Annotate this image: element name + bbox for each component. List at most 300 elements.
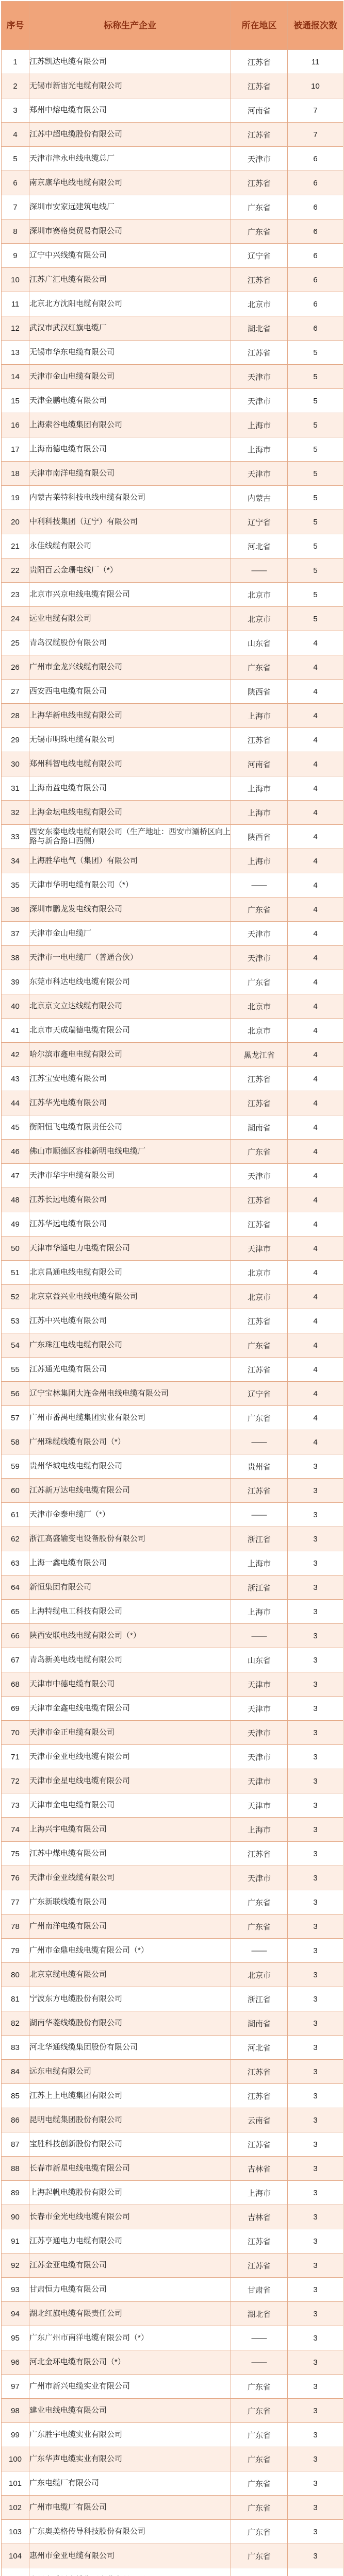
- table-row: [2, 1890, 343, 1914]
- table-row: [2, 534, 343, 558]
- company-name: 天津市金电电缆有限公司: [29, 1793, 231, 1818]
- report-count: 5: [288, 558, 343, 583]
- region: 天津市: [231, 1866, 288, 1890]
- report-count: 3: [288, 2181, 343, 2205]
- report-count: 4: [288, 1261, 343, 1285]
- region: 广东省: [231, 2447, 288, 2471]
- region: 江苏省: [231, 1358, 288, 1382]
- company-name: 天津市南洋电缆有限公司: [29, 462, 231, 486]
- report-count: 4: [288, 1164, 343, 1188]
- region: 江苏省: [231, 74, 288, 98]
- company-name: 天津市金泰电缆厂（*）: [29, 1503, 231, 1527]
- table-row: [2, 994, 343, 1019]
- region: 江苏省: [231, 1212, 288, 1236]
- report-count: 5: [288, 341, 343, 365]
- table-row: [2, 2544, 343, 2568]
- region: 广东省: [231, 1140, 288, 1164]
- table-row: [2, 1212, 343, 1236]
- report-count: 3: [288, 2399, 343, 2423]
- company-name: 江苏中超电缆股份有限公司: [29, 123, 231, 147]
- report-count: 3: [288, 1575, 343, 1600]
- company-name: 上海一鑫电缆有限公司: [29, 1551, 231, 1575]
- row-number: 95: [2, 2326, 29, 2350]
- report-count: 6: [288, 195, 343, 219]
- table-row: [2, 2302, 343, 2326]
- region: 北京市: [231, 994, 288, 1019]
- company-name: 广东奥美格传导科技股份有限公司: [29, 2520, 231, 2544]
- row-number: 67: [2, 1648, 29, 1672]
- row-number: 17: [2, 437, 29, 462]
- region: 北京市: [231, 1963, 288, 1987]
- table-row: [2, 1551, 343, 1575]
- row-number: 93: [2, 2278, 29, 2302]
- row-number: 81: [2, 1987, 29, 2011]
- row-number: 103: [2, 2520, 29, 2544]
- report-count: 4: [288, 873, 343, 897]
- row-number: 43: [2, 1067, 29, 1091]
- table-row: [2, 1939, 343, 1963]
- row-number: 96: [2, 2350, 29, 2375]
- row-number: 22: [2, 558, 29, 583]
- row-number: 9: [2, 244, 29, 268]
- row-number: 34: [2, 849, 29, 873]
- table-row: [2, 631, 343, 655]
- row-number: 45: [2, 1115, 29, 1140]
- region: 内蒙古: [231, 486, 288, 510]
- table-row: [2, 413, 343, 437]
- region: 广东省: [231, 2496, 288, 2520]
- table-row: [2, 2375, 343, 2399]
- row-number: 18: [2, 462, 29, 486]
- header-count: 被通报次数: [288, 2, 343, 50]
- table-row: [2, 219, 343, 244]
- report-count: 6: [288, 292, 343, 316]
- row-number: 30: [2, 752, 29, 776]
- row-number: 76: [2, 1866, 29, 1890]
- report-count: 4: [288, 922, 343, 946]
- company-name: 广东电缆厂有限公司: [29, 2471, 231, 2496]
- report-count: 3: [288, 1479, 343, 1503]
- header-row: [2, 2, 343, 50]
- table-body: [2, 50, 343, 2576]
- report-count: 3: [288, 2496, 343, 2520]
- region: 广东省: [231, 897, 288, 922]
- row-number: 98: [2, 2399, 29, 2423]
- region: 广东省: [231, 1890, 288, 1914]
- company-name: 永佳线缆有限公司: [29, 534, 231, 558]
- company-name: 北京京益兴业电线电缆有限公司: [29, 1285, 231, 1309]
- table-row: [2, 2520, 343, 2544]
- company-name: 江苏通光电缆有限公司: [29, 1358, 231, 1382]
- company-name: 广州南洋电缆有限公司: [29, 1914, 231, 1939]
- table-row: [2, 1188, 343, 1212]
- region: 北京市: [231, 583, 288, 607]
- table-row: [2, 365, 343, 389]
- header-region: 所在地区: [231, 2, 288, 50]
- company-name: 天津市华通电力电缆有限公司: [29, 1236, 231, 1261]
- company-name: 远东电缆有限公司: [29, 2060, 231, 2084]
- row-number: 25: [2, 631, 29, 655]
- report-count: 5: [288, 607, 343, 631]
- region: 上海市: [231, 704, 288, 728]
- row-number: 55: [2, 1358, 29, 1382]
- region: 湖南省: [231, 1115, 288, 1140]
- table-row: [2, 1285, 343, 1309]
- company-name: 江苏金亚电缆有限公司: [29, 2253, 231, 2278]
- row-number: 62: [2, 1527, 29, 1551]
- company-name: 宁波东方电缆股份有限公司: [29, 1987, 231, 2011]
- row-number: 29: [2, 728, 29, 752]
- table-row: [2, 341, 343, 365]
- region: ——: [231, 1939, 288, 1963]
- table-row: [2, 680, 343, 704]
- report-count: 4: [288, 1067, 343, 1091]
- region: ——: [231, 1503, 288, 1527]
- table-row: [2, 558, 343, 583]
- region: 湖南省: [231, 2011, 288, 2036]
- region: 江苏省: [231, 2229, 288, 2253]
- company-name: 天津市金亚线缆有限公司: [29, 1866, 231, 1890]
- report-count: 11: [288, 50, 343, 74]
- row-number: 102: [2, 2496, 29, 2520]
- report-count: 5: [288, 486, 343, 510]
- report-count: 6: [288, 171, 343, 195]
- region: 广东省: [231, 1914, 288, 1939]
- region: ——: [231, 2350, 288, 2375]
- row-number: 38: [2, 946, 29, 970]
- region: 辽宁省: [231, 510, 288, 534]
- table-row: [2, 486, 343, 510]
- company-name: 江苏长远电缆有限公司: [29, 1188, 231, 1212]
- row-number: 16: [2, 413, 29, 437]
- company-name: 惠州市金亚电缆有限公司: [29, 2544, 231, 2568]
- company-name: 天津市金鑫电线电缆有限公司: [29, 1697, 231, 1721]
- table-row: [2, 147, 343, 171]
- table-row: [2, 607, 343, 631]
- region: 广东省: [231, 195, 288, 219]
- company-name: 上海南德电缆有限公司: [29, 437, 231, 462]
- company-name: 广州市金龙兴线缆有限公司: [29, 655, 231, 680]
- company-name: 北京京缆电缆有限公司: [29, 1963, 231, 1987]
- row-number: 24: [2, 607, 29, 631]
- report-count: 3: [288, 1987, 343, 2011]
- company-name: 江苏中兴电缆有限公司: [29, 1309, 231, 1333]
- row-number: 27: [2, 680, 29, 704]
- row-number: 56: [2, 1382, 29, 1406]
- report-count: 6: [288, 147, 343, 171]
- table-row: [2, 1309, 343, 1333]
- report-count: 5: [288, 413, 343, 437]
- row-number: 104: [2, 2544, 29, 2568]
- report-count: 3: [288, 1527, 343, 1551]
- row-number: 88: [2, 2157, 29, 2181]
- report-count: 3: [288, 2229, 343, 2253]
- company-name: 无锡市新宙光电缆有限公司: [29, 74, 231, 98]
- report-count: 3: [288, 1963, 343, 1987]
- row-number: 46: [2, 1140, 29, 1164]
- region: 广东省: [231, 2375, 288, 2399]
- company-name: 广州市番禺电缆集团实业有限公司: [29, 1406, 231, 1430]
- ranking-table: [1, 1, 343, 2576]
- region: 天津市: [231, 1164, 288, 1188]
- region: 上海市: [231, 1551, 288, 1575]
- row-number: 75: [2, 1842, 29, 1866]
- report-count: 4: [288, 1140, 343, 1164]
- report-count: 3: [288, 2108, 343, 2132]
- row-number: 84: [2, 2060, 29, 2084]
- row-number: 83: [2, 2036, 29, 2060]
- report-count: 6: [288, 316, 343, 341]
- region: 江苏省: [231, 1188, 288, 1212]
- table-row: [2, 1600, 343, 1624]
- region: 天津市: [231, 1236, 288, 1261]
- table-header: [2, 2, 343, 50]
- row-number: 54: [2, 1333, 29, 1358]
- table-row: [2, 1697, 343, 1721]
- row-number: 64: [2, 1575, 29, 1600]
- table-row: [2, 171, 343, 195]
- company-name: 湖北红旗电缆有限责任公司: [29, 2302, 231, 2326]
- table-row: [2, 1067, 343, 1091]
- report-count: 3: [288, 2205, 343, 2229]
- company-name: 天津市华明电缆有限公司（*）: [29, 873, 231, 897]
- header-no: 序号: [2, 2, 29, 50]
- table-row: [2, 1769, 343, 1793]
- table-row: [2, 922, 343, 946]
- table-row: [2, 2496, 343, 2520]
- company-name: 广东新联线缆有限公司: [29, 1890, 231, 1914]
- table-row: [2, 1115, 343, 1140]
- region: 天津市: [231, 147, 288, 171]
- region: [231, 2568, 288, 2576]
- row-number: 94: [2, 2302, 29, 2326]
- report-count: 3: [288, 2447, 343, 2471]
- report-count: 5: [288, 462, 343, 486]
- region: 江苏省: [231, 171, 288, 195]
- table-row: [2, 1430, 343, 1454]
- region: 广东省: [231, 219, 288, 244]
- row-number: 97: [2, 2375, 29, 2399]
- region: 上海市: [231, 801, 288, 825]
- report-count: 3: [288, 2036, 343, 2060]
- region: 广东省: [231, 655, 288, 680]
- table-row: [2, 825, 343, 849]
- company-name: 武汉市武汉红旗电缆厂: [29, 316, 231, 341]
- company-name: 广州市金鼎电线电缆有限公司（*）: [29, 1939, 231, 1963]
- report-count: 7: [288, 123, 343, 147]
- table-row: [2, 1793, 343, 1818]
- table-row: [2, 1503, 343, 1527]
- row-number: 26: [2, 655, 29, 680]
- report-count: 4: [288, 752, 343, 776]
- row-number: 21: [2, 534, 29, 558]
- company-name: 上海胜华电气（集团）有限公司: [29, 849, 231, 873]
- table-row: [2, 1866, 343, 1890]
- report-count: 4: [288, 1115, 343, 1140]
- region: 河南省: [231, 98, 288, 123]
- row-number: 14: [2, 365, 29, 389]
- table-row: [2, 704, 343, 728]
- region: 河南省: [231, 752, 288, 776]
- region: 山东省: [231, 631, 288, 655]
- row-number: 57: [2, 1406, 29, 1430]
- region: 甘肃省: [231, 2278, 288, 2302]
- row-number: 41: [2, 1019, 29, 1043]
- row-number: 58: [2, 1430, 29, 1454]
- row-number: 23: [2, 583, 29, 607]
- table-row: [2, 74, 343, 98]
- row-number: 7: [2, 195, 29, 219]
- region: 北京市: [231, 292, 288, 316]
- company-name: 广州市新兴电缆实业有限公司: [29, 2375, 231, 2399]
- row-number: 99: [2, 2423, 29, 2447]
- table-row: [2, 1987, 343, 2011]
- row-number: 35: [2, 873, 29, 897]
- table-row: [2, 2132, 343, 2157]
- company-name: 河北华通线缆集团股份有限公司: [29, 2036, 231, 2060]
- row-number: 80: [2, 1963, 29, 1987]
- company-name: 深圳市安家远建筑电线厂: [29, 195, 231, 219]
- table-row: [2, 437, 343, 462]
- region: 陕西省: [231, 680, 288, 704]
- report-count: 4: [288, 946, 343, 970]
- region: 江苏省: [231, 728, 288, 752]
- company-name: 湖南华菱线缆股份有限公司: [29, 2011, 231, 2036]
- row-number: 82: [2, 2011, 29, 2036]
- row-number: 2: [2, 74, 29, 98]
- row-number: 39: [2, 970, 29, 994]
- row-number: 65: [2, 1600, 29, 1624]
- report-count: 3: [288, 2060, 343, 2084]
- table-row: [2, 98, 343, 123]
- report-count: 3: [288, 2157, 343, 2181]
- row-number: 5: [2, 147, 29, 171]
- region: ——: [231, 558, 288, 583]
- row-number: 20: [2, 510, 29, 534]
- company-name: 江苏广汇电缆有限公司: [29, 268, 231, 292]
- table-row: [2, 2181, 343, 2205]
- table-row: [2, 1043, 343, 1067]
- region: 天津市: [231, 922, 288, 946]
- region: 江苏省: [231, 1067, 288, 1091]
- table-row: [2, 2423, 343, 2447]
- region: 广东省: [231, 2544, 288, 2568]
- report-count: 3: [288, 2278, 343, 2302]
- table-row: [2, 2253, 343, 2278]
- company-name: 江苏亨通电力电缆有限公司: [29, 2229, 231, 2253]
- report-count: 5: [288, 437, 343, 462]
- report-count: 3: [288, 2375, 343, 2399]
- report-count: 3: [288, 1745, 343, 1769]
- company-name: 天津市金山电缆有限公司: [29, 365, 231, 389]
- row-number: 40: [2, 994, 29, 1019]
- row-number: 4: [2, 123, 29, 147]
- report-count: 3: [288, 1818, 343, 1842]
- report-count: 4: [288, 776, 343, 801]
- row-number: 37: [2, 922, 29, 946]
- company-name: 天津市津永电线电缆总厂: [29, 147, 231, 171]
- row-number: 36: [2, 897, 29, 922]
- row-number: [2, 2568, 29, 2576]
- region: 江苏省: [231, 2253, 288, 2278]
- table-row: [2, 1236, 343, 1261]
- row-number: 44: [2, 1091, 29, 1115]
- row-number: 8: [2, 219, 29, 244]
- report-count: 3: [288, 2423, 343, 2447]
- report-count: 3: [288, 1551, 343, 1575]
- company-name: 广东珠江电线电缆有限公司: [29, 1333, 231, 1358]
- row-number: 1: [2, 50, 29, 74]
- report-count: 4: [288, 1285, 343, 1309]
- region: 浙江省: [231, 1987, 288, 2011]
- report-count: 3: [288, 1769, 343, 1793]
- table-row: [2, 2157, 343, 2181]
- company-name: 上海索谷电缆集团有限公司: [29, 413, 231, 437]
- report-count: 6: [288, 268, 343, 292]
- region: 广东省: [231, 1333, 288, 1358]
- report-count: 4: [288, 1333, 343, 1358]
- region: 吉林省: [231, 2157, 288, 2181]
- table-row: [2, 752, 343, 776]
- region: 浙江省: [231, 1527, 288, 1551]
- row-number: 51: [2, 1261, 29, 1285]
- region: 广东省: [231, 2520, 288, 2544]
- table-row: [2, 1672, 343, 1697]
- company-name: 上海南益电缆有限公司: [29, 776, 231, 801]
- row-number: 100: [2, 2447, 29, 2471]
- company-name: 天津市华宇电缆有限公司: [29, 1164, 231, 1188]
- row-number: 92: [2, 2253, 29, 2278]
- table-row: [2, 2060, 343, 2084]
- company-name: 内蒙古莱特科技电线电缆有限公司: [29, 486, 231, 510]
- region: 上海市: [231, 776, 288, 801]
- company-name: 深圳市鹏龙发电线有限公司: [29, 897, 231, 922]
- region: 天津市: [231, 462, 288, 486]
- report-count: 3: [288, 2520, 343, 2544]
- table-row: [2, 195, 343, 219]
- company-name: 天津市金星电线电缆有限公司: [29, 1769, 231, 1793]
- report-count: 3: [288, 2011, 343, 2036]
- row-number: 31: [2, 776, 29, 801]
- region: 上海市: [231, 413, 288, 437]
- table-row: [2, 1091, 343, 1115]
- row-number: 70: [2, 1721, 29, 1745]
- region: 北京市: [231, 1019, 288, 1043]
- table-row: [2, 2447, 343, 2471]
- row-number: 6: [2, 171, 29, 195]
- company-name: 东莞市科达电线电缆有限公司: [29, 970, 231, 994]
- company-name: 江苏上上电缆集团有限公司: [29, 2084, 231, 2108]
- region: 江苏省: [231, 2132, 288, 2157]
- report-count: 3: [288, 1672, 343, 1697]
- region: 江苏省: [231, 2060, 288, 2084]
- company-name: 上海金坛电线电缆有限公司: [29, 801, 231, 825]
- report-count: 4: [288, 1382, 343, 1406]
- company-name: 广州市电缆厂有限公司: [29, 2496, 231, 2520]
- region: 天津市: [231, 1769, 288, 1793]
- report-count: 4: [288, 704, 343, 728]
- table-row: [2, 123, 343, 147]
- row-number: 78: [2, 1914, 29, 1939]
- table-row: [2, 1406, 343, 1430]
- region: 陕西省: [231, 825, 288, 849]
- region: 上海市: [231, 2181, 288, 2205]
- report-count: 4: [288, 1043, 343, 1067]
- report-count: 3: [288, 2132, 343, 2157]
- region: 湖北省: [231, 2302, 288, 2326]
- row-number: 59: [2, 1454, 29, 1479]
- table-row: [2, 2205, 343, 2229]
